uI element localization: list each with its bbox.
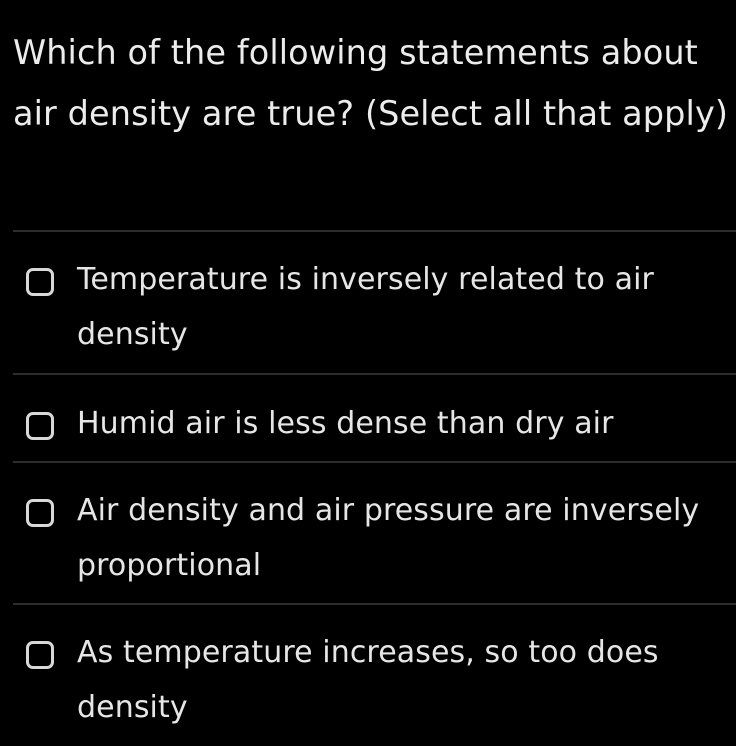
checkbox-icon[interactable] bbox=[26, 499, 54, 527]
question-text: Which of the following statements about air density are true? (Select all that apply) bbox=[13, 33, 729, 133]
option-label: Temperature is inversely related to air density bbox=[77, 262, 654, 352]
option-humid-air[interactable] bbox=[0, 396, 736, 458]
checkbox-icon[interactable] bbox=[26, 268, 54, 296]
checkbox-icon[interactable] bbox=[26, 412, 54, 440]
option-label: Air density and air pressure are inversely proportional bbox=[77, 493, 700, 583]
divider bbox=[13, 373, 736, 375]
divider bbox=[13, 603, 736, 605]
option-temperature-inverse[interactable] bbox=[0, 252, 736, 372]
option-label: As temperature increases, so too does density bbox=[77, 635, 659, 725]
divider bbox=[13, 230, 736, 232]
option-label: Humid air is less dense than dry air bbox=[77, 406, 614, 441]
checkbox-icon[interactable] bbox=[26, 641, 54, 669]
option-temperature-density[interactable] bbox=[0, 625, 736, 743]
option-density-pressure[interactable] bbox=[0, 483, 736, 601]
divider bbox=[13, 461, 736, 463]
